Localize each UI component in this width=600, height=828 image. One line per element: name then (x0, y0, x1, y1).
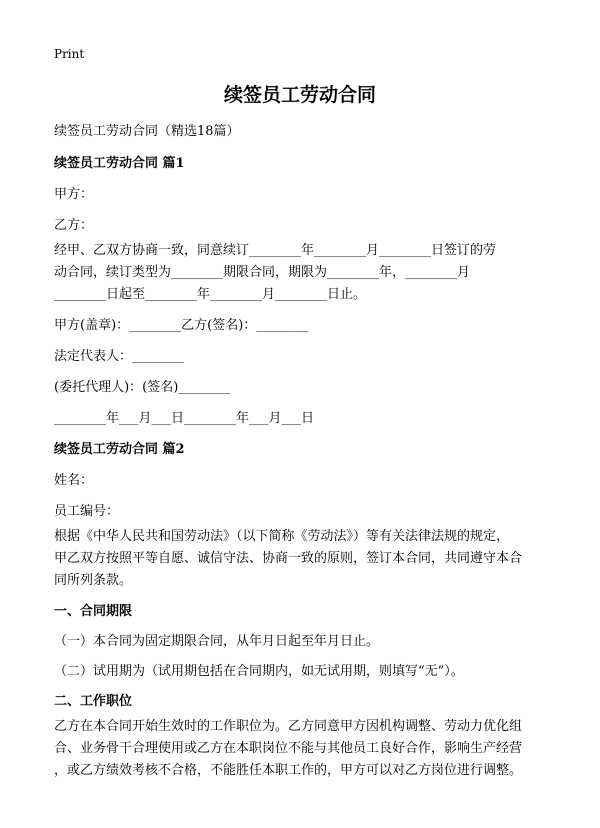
signature-line: 甲方(盖章)：________乙方(签名)：________ (54, 318, 309, 333)
legal-representative-line: 法定代表人：________ (54, 349, 185, 364)
party-b-label: 乙方： (54, 218, 94, 233)
date-line: ________年___月___日________年___月___日 (54, 411, 315, 426)
page-title: 续签员工劳动合同 (223, 84, 376, 106)
basis-line-2: 甲乙双方按照平等自愿、诚信守法、协商一致的原则，签订本合同，共同遵守本合 (54, 551, 523, 566)
print-label: Print (54, 47, 85, 61)
section1-heading: 续签员工劳动合同 篇1 (54, 156, 185, 171)
term-item-1: （一）本合同为固定期限合同，从年月日起至年月日止。 (54, 634, 380, 649)
renewal-line-2: 动合同，续订类型为________期限合同，期限为________年，________月 (54, 265, 471, 280)
post-paragraph (54, 716, 549, 782)
party-a-label: 甲方： (54, 187, 94, 202)
name-label: 姓名： (54, 473, 94, 488)
basis-line-3: 同所列条款。 (54, 573, 133, 588)
agent-line: (委托代理人)：(签名)________ (54, 380, 231, 395)
renewal-paragraph (54, 240, 549, 306)
post-line-2: 合、业务骨干合理使用或乙方在本职岗位不能与其他员工良好合作，影响生产经营 (54, 741, 523, 756)
renewal-line-3: ________日起至________年________月________日止。 (54, 287, 367, 302)
term-heading: 一、合同期限 (54, 604, 133, 619)
renewal-line-1: 经甲、乙双方协商一致，同意续订________年________月________日签订的劳 (54, 243, 497, 258)
basis-paragraph (54, 526, 549, 592)
post-line-3: ，或乙方绩效考核不合格，不能胜任本职工作的，甲方可以对乙方岗位进行调整。 (54, 763, 523, 778)
subtitle: 续签员工劳动合同（精选18篇） (54, 124, 240, 139)
term-item-2: （二）试用期为（试用期包括在合同期内，如无试用期，则填写“无”）。 (54, 664, 464, 679)
employee-number-label: 员工编号： (54, 504, 120, 519)
post-heading: 二、工作职位 (54, 694, 133, 709)
section2-heading: 续签员工劳动合同 篇2 (54, 442, 185, 457)
post-line-1: 乙方在本合同开始生效时的工作职位为。乙方同意甲方因机构调整、劳动力优化组 (54, 719, 523, 734)
basis-line-1: 根据《中华人民共和国劳动法》（以下简称《劳动法》）等有关法律法规的规定， (54, 529, 510, 544)
